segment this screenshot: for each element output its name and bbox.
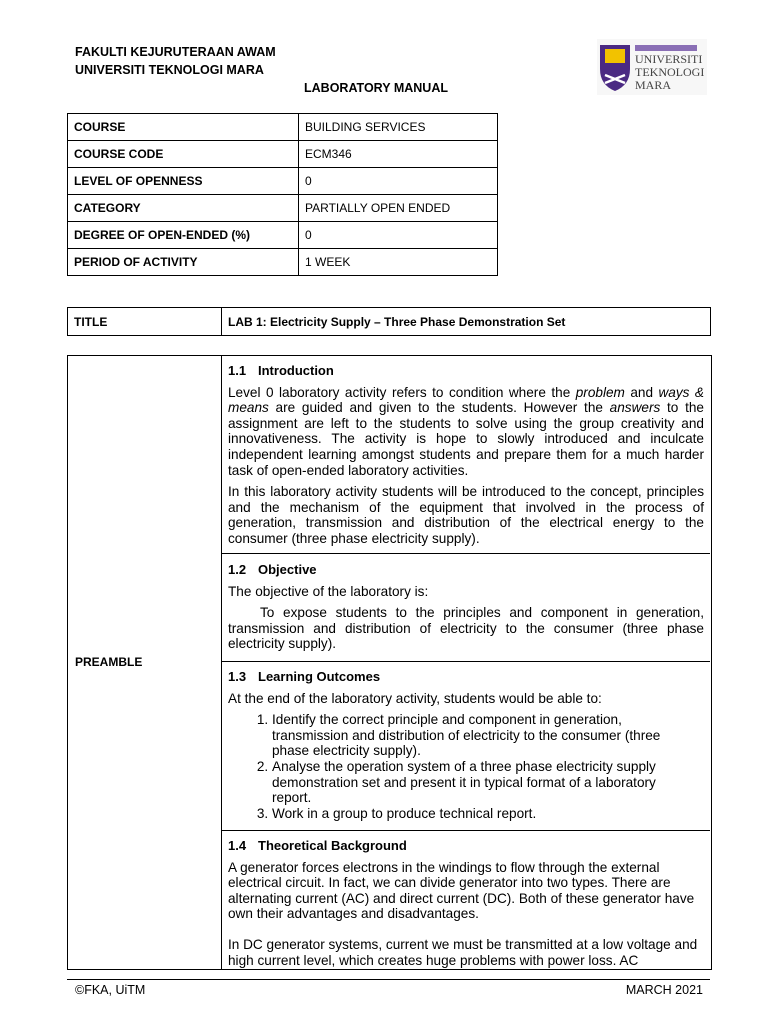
divider (221, 553, 710, 554)
course-info-table (67, 113, 498, 276)
paragraph: A generator forces electrons in the windings to flow through the external electrical circuit. In fact, we can divide generator into two types. There are alternating current (AC) and direct current (DC). Both of these generator have own their advantages and disadvantages. (228, 859, 695, 922)
section-number: 1.3 (228, 669, 247, 684)
label: COURSE CODE (68, 141, 299, 168)
paragraph: In DC generator systems, current we must be transmitted at a low voltage and high current level, which creates huge problems with power loss. AC (228, 936, 698, 968)
section-objective (228, 562, 704, 658)
paragraph: In this laboratory activity students will be introduced to the concept, principles and the mechanism of the equipment that involved in the process of generation, transmission and distribution of the electrical energy to the consumer (three phase electricity supply). (228, 484, 704, 546)
label: COURSE (68, 114, 299, 141)
list-item: 1. Identify the correct principle and component in generation, transmission and distribution of electricity to the consumer (three phase electricity supply). (272, 712, 682, 759)
table-row (68, 249, 498, 276)
divider (221, 661, 710, 662)
title-table (67, 307, 711, 336)
label: DEGREE OF OPEN-ENDED (%) (68, 222, 299, 249)
section-number: 1.2 (228, 562, 247, 577)
table-row (68, 141, 498, 168)
list-item: 3. Work in a group to produce technical report. (272, 806, 682, 822)
section-title: Introduction (258, 363, 334, 378)
paragraph: The objective of the laboratory is: (228, 583, 429, 599)
section-number: 1.1 (228, 363, 247, 378)
outcomes-list (228, 712, 682, 821)
section-title: Theoretical Background (258, 838, 407, 853)
title-value: LAB 1: Electricity Supply – Three Phase Demonstration Set (222, 308, 711, 336)
section-learning-outcomes (228, 669, 704, 821)
section-title: Objective (258, 562, 317, 577)
title-label: TITLE (68, 308, 222, 336)
footer-rule (67, 979, 710, 980)
footer-copyright: ©FKA, UiTM (75, 983, 146, 997)
uitm-logo (597, 39, 707, 95)
table-row (68, 114, 498, 141)
preamble-label: PREAMBLE (75, 655, 143, 669)
svg-text:MARA: MARA (635, 78, 672, 92)
manual-title: LABORATORY MANUAL (304, 81, 448, 95)
paragraph: At the end of the laboratory activity, students would be able to: (228, 690, 602, 706)
footer-date: MARCH 2021 (625, 983, 703, 997)
value: 1 WEEK (299, 249, 498, 276)
value: PARTIALLY OPEN ENDED (299, 195, 498, 222)
section-theoretical-background (228, 838, 704, 968)
value: ECM346 (299, 141, 498, 168)
divider (221, 830, 710, 831)
paragraph: Level 0 laboratory activity refers to condition where the problem and ways & means are guided and given to the students. However the answers to the assignment are left to the students to solve using the group creativity and innovativeness. The activity is hope to slowly introduced and inculcate independent learning amongst students and prepare them for a much harder task of open-ended laboratory activities. (228, 384, 704, 478)
table-row (68, 222, 498, 249)
table-row (68, 168, 498, 195)
university-name: UNIVERSITI TEKNOLOGI MARA (75, 63, 264, 77)
divider (221, 355, 222, 969)
list-item: 2. Analyse the operation system of a three phase electricity supply demonstration set and present it in typical format of a laboratory report. (272, 759, 682, 806)
section-title: Learning Outcomes (258, 669, 381, 684)
faculty-name: FAKULTI KEJURUTERAAN AWAM (75, 45, 276, 59)
table-row (68, 195, 498, 222)
svg-text:TEKNOLOGI: TEKNOLOGI (635, 65, 705, 79)
section-introduction (228, 363, 704, 553)
paragraph: To expose students to the principles and component in generation, transmission and distribution of electricity to the consumer (three phase electricity supply). (228, 605, 704, 652)
value: BUILDING SERVICES (299, 114, 498, 141)
label: CATEGORY (68, 195, 299, 222)
value: 0 (299, 168, 498, 195)
section-number: 1.4 (228, 838, 247, 853)
label: PERIOD OF ACTIVITY (68, 249, 299, 276)
svg-text:UNIVERSITI: UNIVERSITI (635, 52, 703, 66)
value: 0 (299, 222, 498, 249)
label: LEVEL OF OPENNESS (68, 168, 299, 195)
